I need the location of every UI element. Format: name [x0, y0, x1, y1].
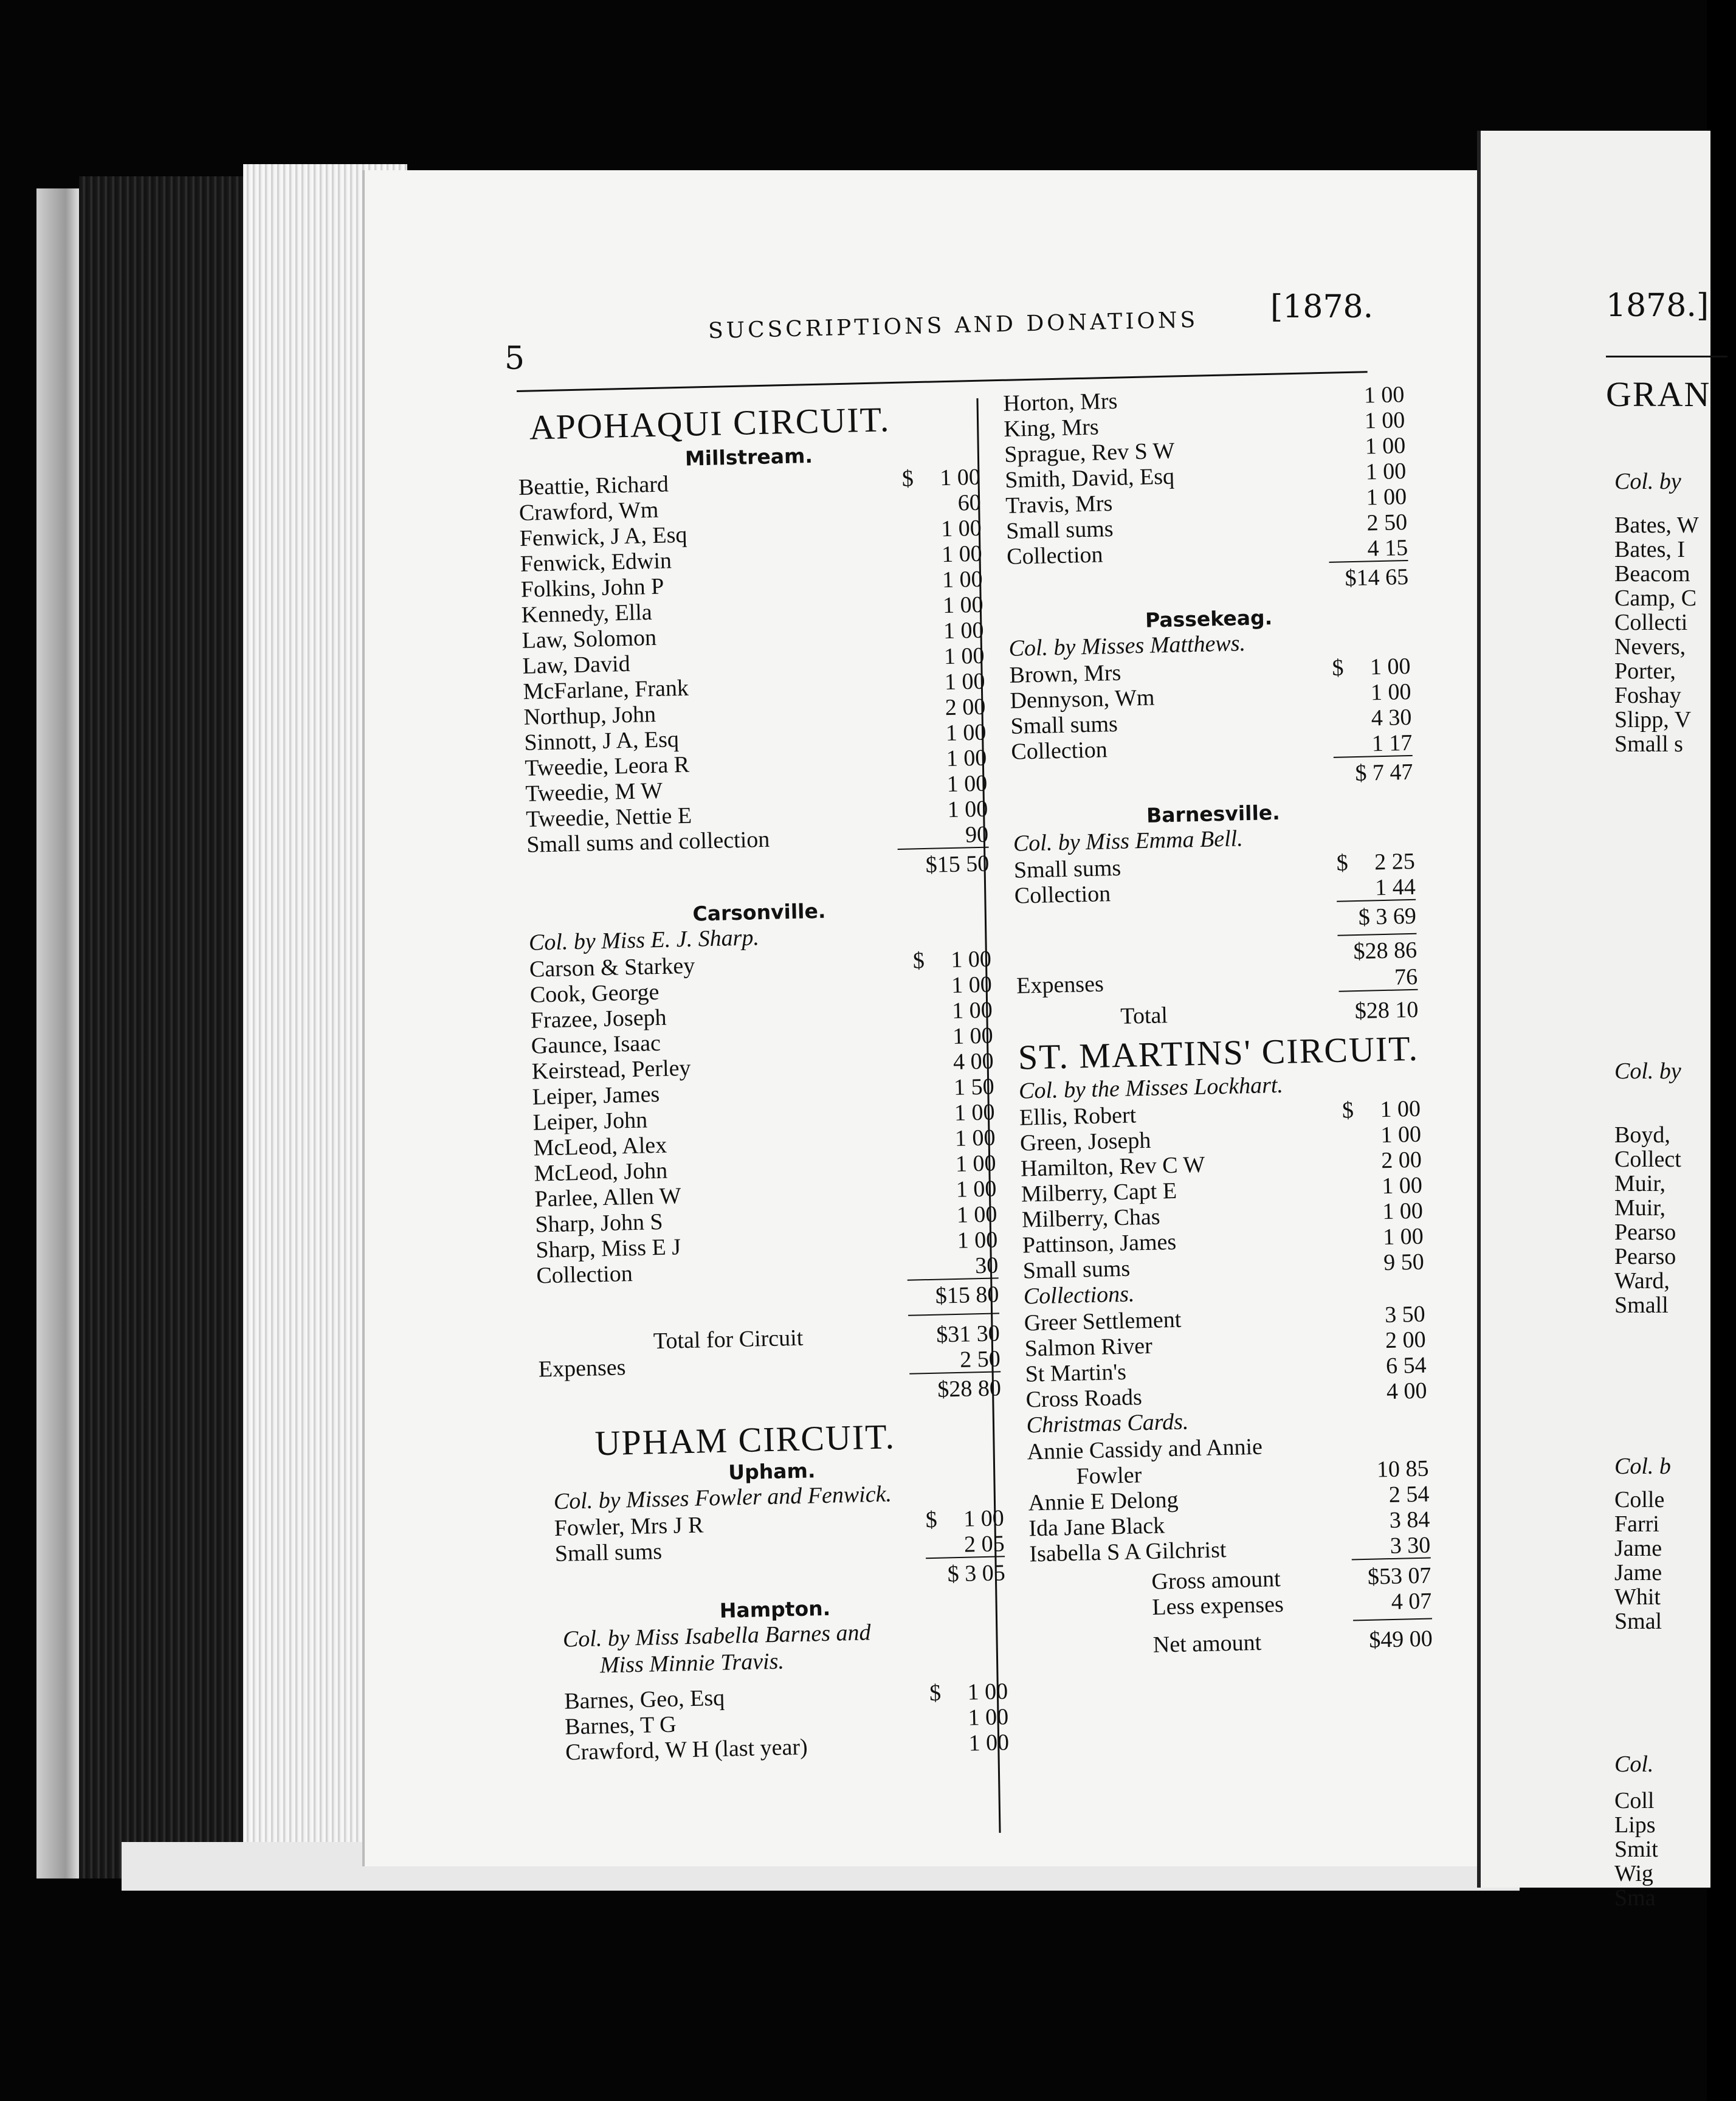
carsonville-collector: Col. by Miss E. J. Sharp.: [528, 925, 760, 956]
donor-name: Barnes, Geo, Esq: [563, 1685, 725, 1714]
running-title: SUCSCRIPTIONS AND DONATIONS: [708, 307, 1199, 344]
donor-amount: 4 00: [1386, 1378, 1427, 1405]
donor-amount: 9 50: [1383, 1249, 1425, 1276]
donor-name: Cook, George: [529, 979, 660, 1008]
donor-name: Parlee, Allen W: [534, 1183, 681, 1212]
donor-name: Dennyson, Wm: [1010, 685, 1155, 714]
fragment: Pearso: [1614, 1244, 1676, 1269]
donor-amount: 1 00: [942, 566, 983, 593]
donor-name: Frazee, Joseph: [530, 1004, 667, 1033]
donor-amount: 1 00: [1381, 1172, 1423, 1199]
donor-amount: 1 00: [963, 1505, 1005, 1532]
passekeag-list: [1009, 653, 1413, 764]
right-page: [1477, 131, 1711, 1911]
donor-name: Pattinson, James: [1022, 1229, 1177, 1258]
fragment: Whit: [1614, 1584, 1661, 1610]
donor-amount: 1 00: [950, 946, 992, 973]
donor-name: Isabella S A Gilchrist: [1028, 1537, 1227, 1567]
total-amount: $28 10: [1354, 996, 1419, 1024]
donor-amount: 2 25: [1374, 848, 1416, 875]
donor-name: McLeod, Alex: [533, 1132, 667, 1161]
donor-name: Sinnott, J A, Esq: [524, 726, 680, 756]
donor-name: Cross Roads: [1025, 1384, 1143, 1413]
donor-amount: 1 00: [952, 1023, 994, 1049]
dollar-sign: $: [912, 948, 925, 974]
less-label: Less expenses: [1152, 1592, 1284, 1620]
sum-amount: $28 86: [1353, 937, 1417, 965]
donor-amount: 2 54: [1388, 1481, 1430, 1508]
millstream-list: [518, 464, 988, 857]
total-label: Total for Circuit: [653, 1325, 804, 1354]
donor-name: Fowler, Mrs J R: [554, 1512, 704, 1542]
total-label: Total: [1120, 1002, 1168, 1029]
fragment: Porter,: [1614, 658, 1676, 684]
total-amount: $ 7 47: [1354, 759, 1413, 787]
donor-amount: 3 84: [1389, 1506, 1430, 1534]
fragment: Bates, I: [1614, 537, 1686, 562]
header-year: [1878.: [1270, 289, 1374, 325]
donor-name: Fenwick, J A, Esq: [519, 522, 687, 551]
donor-name: Small sums: [1010, 711, 1118, 739]
collections-list: [1024, 1301, 1427, 1412]
hampton-list: [546, 1678, 1010, 1765]
fragment: Small s: [1614, 731, 1683, 757]
upham-list: [542, 1505, 1005, 1566]
sum-rule: [1353, 1618, 1432, 1621]
donor-name: Kennedy, Ella: [521, 599, 653, 628]
donor-name: Crawford, Wm: [518, 497, 659, 526]
fragment: Bates, W: [1614, 512, 1699, 538]
fragment: Camp, C: [1614, 585, 1697, 611]
donor-amount: 1 00: [940, 515, 982, 542]
donor-amount: 1 00: [945, 719, 987, 747]
fragment: Farri: [1614, 1511, 1659, 1537]
fragment: Colle: [1614, 1487, 1665, 1513]
donor-name: Salmon River: [1024, 1333, 1153, 1362]
fragment: Lips: [1614, 1812, 1656, 1838]
carsonville-heading: Carsonville.: [692, 899, 826, 926]
gross-amount: $53 07: [1367, 1562, 1431, 1590]
fragment: Nevers,: [1614, 634, 1686, 660]
donor-name: Collection: [1011, 737, 1108, 765]
total-amount: $15 80: [935, 1282, 999, 1309]
total-amount: $ 3 05: [947, 1560, 1006, 1587]
donor-amount: 4 15: [1367, 534, 1408, 562]
donor-amount: 1 00: [1380, 1095, 1421, 1123]
stmartins-collector: Col. by the Misses Lockhart.: [1018, 1072, 1284, 1104]
donor-amount: 1 00: [1370, 678, 1411, 706]
donor-name: Brown, Mrs: [1009, 660, 1121, 688]
donor-amount: 6 54: [1385, 1352, 1427, 1379]
donor-amount: 4 30: [1371, 704, 1412, 731]
fragment: Col. by: [1614, 1058, 1681, 1084]
donor-amount: 2 00: [1385, 1326, 1427, 1354]
donor-amount: 1 00: [1382, 1223, 1424, 1251]
donor-amount: 4 00: [952, 1048, 994, 1075]
apohaqui-title: APOHAQUI CIRCUIT.: [529, 399, 890, 447]
net-row: [1031, 1625, 1433, 1660]
donor-name: Small sums and collection: [526, 826, 770, 858]
donor-name: King, Mrs: [1003, 414, 1100, 442]
donor-amount: 1 00: [954, 1125, 996, 1151]
total-amount: $ 3 69: [1358, 903, 1417, 930]
cards-heading: Christmas Cards.: [1026, 1409, 1189, 1438]
donor-amount: 30: [974, 1252, 999, 1279]
donor-amount: 1 00: [957, 1227, 998, 1254]
donor-amount: 3 30: [1390, 1532, 1431, 1559]
fragment: Collect: [1614, 1147, 1681, 1172]
donor-name: Ida Jane Black: [1028, 1513, 1165, 1542]
donor-name: Fenwick, Edwin: [520, 548, 672, 577]
donor-name: Green, Joseph: [1019, 1127, 1151, 1156]
fragment: Jame: [1614, 1560, 1662, 1585]
donor-name: Tweedie, M W: [525, 778, 663, 807]
dollar-sign: $: [929, 1680, 942, 1706]
donor-name: Collection: [536, 1261, 633, 1289]
passekeag-collector: Col. by Misses Matthews.: [1008, 630, 1246, 661]
fragment: Jame: [1614, 1536, 1662, 1561]
donor-amount: 2 50: [1366, 509, 1408, 536]
fragment: Smit: [1614, 1837, 1658, 1862]
stmartins-list: [1019, 1095, 1425, 1283]
donor-name: McLeod, John: [534, 1157, 668, 1187]
upham-continued-list: [1003, 381, 1408, 569]
right-page-title: GRAN: [1606, 374, 1711, 414]
donor-name: Law, Solomon: [522, 624, 657, 654]
donor-name: Collection: [1006, 542, 1103, 570]
barnesville-heading: Barnesville.: [1146, 800, 1281, 827]
donor-amount: 1 44: [1374, 874, 1416, 901]
donor-amount: 90: [965, 821, 989, 848]
right-page-rule: [1606, 356, 1727, 357]
dollar-sign: $: [1342, 1097, 1354, 1123]
stmartins-title: ST. MARTINS' CIRCUIT.: [1018, 1028, 1419, 1077]
donor-name: Keirstead, Perley: [531, 1055, 691, 1085]
donor-name: Hamilton, Rev C W: [1020, 1151, 1205, 1182]
donor-name: Small sums: [554, 1539, 663, 1567]
dollar-sign: $: [901, 466, 914, 492]
upham-total-row: [1017, 996, 1419, 1031]
hampton-collector: Col. by Miss Isabella Barnes and: [562, 1620, 871, 1652]
hampton-collector-2: Miss Minnie Travis.: [599, 1648, 785, 1678]
upham-collector: Col. by Misses Fowler and Fenwick.: [553, 1481, 892, 1515]
donor-name: Small sums: [1013, 855, 1121, 883]
fragment: Smal: [1614, 1609, 1662, 1634]
fragment: Col. b: [1614, 1454, 1671, 1479]
donor-amount: 60: [957, 489, 982, 516]
donor-amount: 1 00: [946, 745, 987, 772]
barnesville-collector: Col. by Miss Emma Bell.: [1013, 826, 1244, 857]
donor-name: Travis, Mrs: [1005, 490, 1113, 519]
net-amount: $28 80: [937, 1375, 1002, 1402]
donor-name: Small sums: [1005, 516, 1114, 544]
expenses-label: Expenses: [1016, 971, 1104, 999]
fragment: Small: [1614, 1292, 1669, 1318]
donor-amount: 1 50: [953, 1074, 995, 1100]
donor-name: Beattie, Richard: [518, 471, 669, 500]
donor-name: Leiper, James: [532, 1081, 660, 1110]
donor-amount: 1 00: [1382, 1198, 1424, 1225]
donor-amount: 1 00: [951, 997, 993, 1024]
donor-amount: 1 00: [967, 1678, 1008, 1705]
donor-name: Ellis, Robert: [1019, 1102, 1137, 1131]
fragment: Col.: [1614, 1751, 1654, 1777]
total-amount: $14 65: [1345, 564, 1409, 592]
fragment: Coll: [1614, 1788, 1655, 1813]
donor-amount: 2 00: [1380, 1147, 1422, 1174]
donor-name: Folkins, John P: [520, 573, 664, 602]
fragment: Muir,: [1614, 1195, 1665, 1221]
donor-amount: 1 00: [956, 1201, 997, 1228]
donor-name: Annie E Delong: [1028, 1486, 1179, 1516]
donor-name: Sprague, Rev S W: [1004, 438, 1175, 467]
donor-amount: 1 00: [1365, 458, 1407, 485]
donor-amount: 2 05: [963, 1531, 1005, 1558]
fragment: Muir,: [1614, 1171, 1665, 1196]
donor-name: Sharp, John S: [535, 1209, 664, 1238]
less-amount: 4 07: [1391, 1588, 1432, 1615]
donor-amount: 1 00: [941, 540, 983, 568]
fragment: Foshay: [1614, 683, 1681, 708]
donor-amount: 1 00: [1364, 407, 1405, 434]
donor-amount: 10 85: [1376, 1455, 1429, 1483]
donor-name: Small sums: [1022, 1255, 1131, 1284]
page-number: 5: [505, 340, 525, 377]
donor-name: Collection: [1014, 881, 1111, 909]
donor-name: Annie Cassidy and Annie: [1027, 1433, 1263, 1465]
donor-amount: 1 00: [1365, 433, 1406, 460]
donor-amount: 1 00: [951, 971, 993, 999]
dollar-sign: $: [925, 1506, 938, 1533]
gross-label: Gross amount: [1151, 1566, 1281, 1595]
donor-name: Smith, David, Esq: [1004, 463, 1175, 493]
right-page-year: 1878.]: [1606, 288, 1709, 324]
carsonville-list: [529, 946, 998, 1288]
donor-name: Law, David: [522, 650, 631, 679]
donor-amount: 1 17: [1371, 730, 1413, 757]
donor-name: St Martin's: [1025, 1359, 1127, 1387]
donor-amount: 1 00: [943, 617, 984, 644]
net-label: Net amount: [1152, 1629, 1262, 1658]
donor-amount: 1 00: [954, 1099, 995, 1126]
donor-amount: 1 00: [947, 796, 988, 823]
expenses-amount: 76: [1394, 964, 1418, 990]
donor-amount: 1 00: [968, 1730, 1010, 1756]
collections-heading: Collections.: [1023, 1281, 1135, 1309]
sum-rule: [908, 1313, 999, 1316]
donor-amount: 1 00: [942, 592, 984, 619]
donor-name: Leiper, John: [532, 1107, 648, 1136]
donor-amount: 1 00: [946, 770, 988, 798]
donor-amount: 1 00: [944, 668, 985, 695]
donor-amount: 3 50: [1384, 1301, 1426, 1328]
upham-heading: Upham.: [728, 1458, 816, 1485]
total-amount: $31 30: [935, 1320, 1001, 1348]
passekeag-heading: Passekeag.: [1145, 605, 1273, 632]
hampton-heading: Hampton.: [719, 1596, 831, 1623]
fragment: Ward,: [1614, 1268, 1670, 1294]
donor-amount: 2 00: [945, 694, 986, 721]
dollar-sign: $: [1332, 655, 1344, 681]
fragment: Sma: [1614, 1885, 1656, 1911]
donor-name: Horton, Mrs: [1003, 388, 1118, 416]
total-amount: $15 50: [925, 850, 990, 878]
donor-amount: 1 00: [939, 464, 981, 491]
fragment: Collecti: [1614, 610, 1688, 635]
right-column: [1003, 381, 1433, 1660]
millstream-heading: Millstream.: [684, 443, 813, 471]
expenses-label: Expenses: [538, 1354, 626, 1382]
fragment: Beacom: [1614, 561, 1690, 587]
donor-name: Tweedie, Nettie E: [525, 802, 692, 832]
donor-name: Northup, John: [523, 701, 656, 730]
donor-name: Crawford, W H (last year): [565, 1734, 808, 1765]
donor-name: Gaunce, Isaac: [531, 1030, 661, 1059]
donor-name: Sharp, Miss E J: [535, 1234, 681, 1263]
donor-name: Milberry, Capt E: [1021, 1178, 1177, 1207]
donor-name: Tweedie, Leora R: [524, 751, 690, 781]
donor-amount: 1 00: [955, 1150, 996, 1177]
net-amount: $49 00: [1368, 1626, 1433, 1653]
donor-name: Greer Settlement: [1024, 1306, 1182, 1336]
donor-amount: 1 00: [943, 643, 985, 670]
donor-amount: 1 00: [968, 1704, 1009, 1731]
donor-name: Barnes, T G: [564, 1711, 677, 1740]
fragment: Col. by: [1614, 469, 1681, 494]
barnesville-list: [1013, 848, 1416, 908]
donor-name: McFarlane, Frank: [523, 675, 689, 705]
donor-amount: 1 00: [1369, 653, 1411, 680]
cards-list: [1027, 1455, 1431, 1567]
fragment: Wig: [1614, 1861, 1653, 1886]
donor-amount: 1 00: [1366, 483, 1407, 511]
left-page: [365, 170, 1489, 1866]
fragment: Pearso: [1614, 1220, 1676, 1245]
upham-title: UPHAM CIRCUIT.: [594, 1416, 896, 1463]
fragment: Slipp, V: [1614, 707, 1692, 733]
left-column: [517, 397, 1009, 1765]
donor-amount: 1 00: [956, 1176, 997, 1202]
expenses-amount: 2 50: [959, 1346, 1001, 1373]
fragment: Boyd,: [1614, 1122, 1670, 1148]
donor-name: Carson & Starkey: [529, 953, 695, 982]
donor-amount: 1 00: [1380, 1121, 1422, 1148]
donor-amount: 1 00: [1363, 382, 1405, 409]
dollar-sign: $: [1336, 850, 1349, 876]
donor-name: Milberry, Chas: [1021, 1204, 1161, 1233]
donor-name: Fowler: [1076, 1462, 1142, 1489]
